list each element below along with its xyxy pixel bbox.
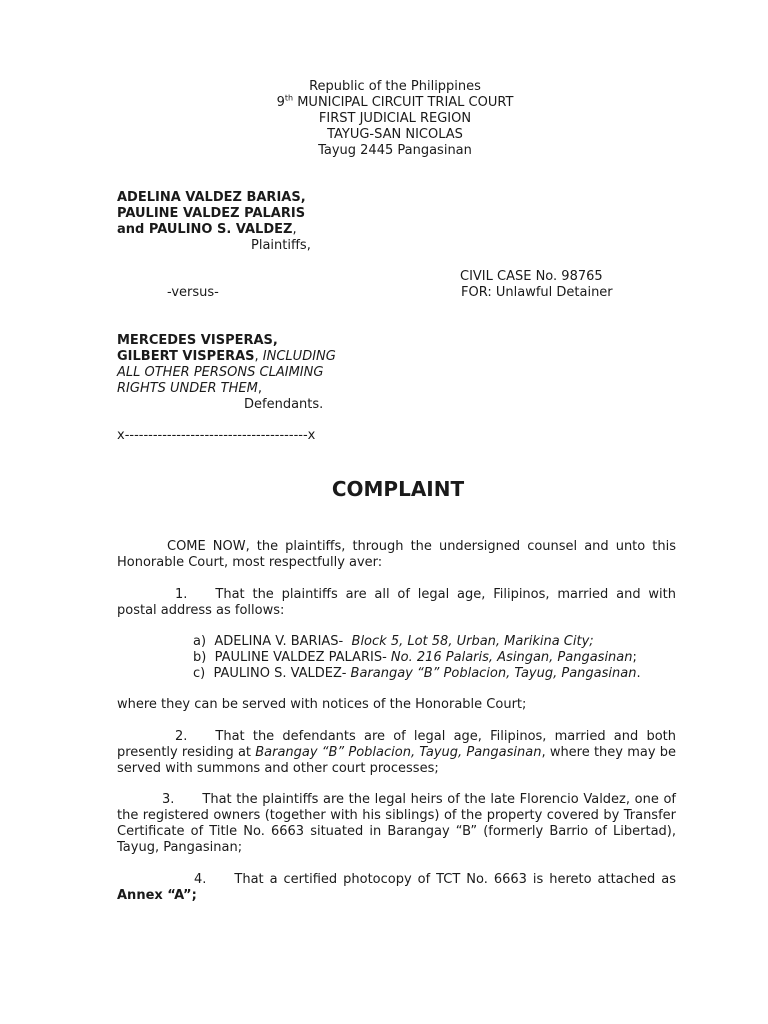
court-header bbox=[0, 79, 768, 159]
header-line-branch: TAYUG-SAN NICOLAS bbox=[327, 127, 463, 142]
paragraph-3-text: That the plaintiffs are the legal heirs of the late Florencio Valdez, one of the registered owners (together with his siblings) of the property covered by Transfer Certificate of Title No. 6663 situated in Barangay “B” (formerly Barrio of Libertad), Tayug, Pangasinan; bbox=[117, 792, 676, 855]
plaintiff-name-1: ADELINA VALDEZ BARIAS, bbox=[117, 190, 306, 205]
plaintiff-name-3-comma: , bbox=[292, 222, 297, 237]
address-tail: . bbox=[636, 666, 641, 681]
paragraph-1-number: 1. bbox=[175, 587, 188, 602]
header-court-name: MUNICIPAL CIRCUIT TRIAL COURT bbox=[293, 95, 514, 110]
address-letter: b) bbox=[193, 650, 207, 665]
paragraph-3-number: 3. bbox=[162, 792, 175, 807]
address-name: ADELINA V. BARIAS- bbox=[214, 634, 344, 649]
header-line-republic: Republic of the Philippines bbox=[309, 79, 481, 94]
address-item-b bbox=[193, 650, 637, 666]
civil-case-number: CIVIL CASE No. 98765 bbox=[460, 269, 603, 284]
intro-lead: COME NOW bbox=[167, 539, 246, 554]
address-name: PAULINO S. VALDEZ- bbox=[213, 666, 347, 681]
served-notice-line: where they can be served with notices of the Honorable Court; bbox=[117, 697, 527, 712]
address-item-c bbox=[193, 666, 641, 682]
defendants-including-3: RIGHTS UNDER THEM bbox=[117, 381, 258, 396]
plaintiff-name-3-line bbox=[117, 222, 297, 238]
defendants-including-1: INCLUDING bbox=[262, 349, 336, 364]
defendant-name-1: MERCEDES VISPERAS, bbox=[117, 333, 278, 348]
address-letter: c) bbox=[193, 666, 206, 681]
paragraph-2-place: Barangay “B” Poblacion, Tayug, Pangasinan bbox=[255, 745, 542, 760]
paragraph-1 bbox=[117, 587, 676, 619]
caption-divider: x---------------------------------------x bbox=[117, 428, 316, 443]
defendant-name-2: GILBERT VISPERAS bbox=[117, 349, 255, 364]
header-line-court bbox=[0, 95, 768, 111]
intro-text: , the plaintiffs, through the undersigned counsel and unto this Honorable Court, most respectfully aver: bbox=[117, 539, 677, 570]
address-item-a bbox=[193, 634, 594, 650]
address-location: Barangay “B” Poblacion, Tayug, Pangasinan bbox=[350, 666, 637, 681]
paragraph-2 bbox=[117, 729, 676, 777]
paragraph-4-text: That a certified photocopy of TCT No. 6663 is hereto attached as bbox=[234, 872, 676, 887]
header-line-address: Tayug 2445 Pangasinan bbox=[318, 143, 472, 158]
paragraph-1-text: That the plaintiffs are all of legal age, Filipinos, married and with postal address as follows: bbox=[117, 587, 676, 618]
paragraph-4-number: 4. bbox=[194, 872, 207, 887]
plaintiff-name-2: PAULINE VALDEZ PALARIS bbox=[117, 206, 306, 221]
address-location: No. 216 Palaris, Asingan, Pangasinan bbox=[390, 650, 633, 665]
defendant-name-2-line bbox=[117, 349, 336, 365]
versus-label: -versus- bbox=[167, 285, 219, 300]
paragraph-4 bbox=[117, 872, 676, 904]
case-nature: FOR: Unlawful Detainer bbox=[461, 285, 613, 300]
header-court-number: 9 bbox=[276, 95, 285, 110]
defendants-including-2: ALL OTHER PERSONS CLAIMING bbox=[117, 365, 324, 380]
address-location: Block 5, Lot 58, Urban, Marikina City; bbox=[351, 634, 594, 649]
plaintiffs-label: Plaintiffs, bbox=[251, 238, 311, 253]
defendants-including-3-line bbox=[117, 381, 262, 397]
address-name: PAULINE VALDEZ PALARIS- bbox=[214, 650, 387, 665]
plaintiff-name-3: and PAULINO S. VALDEZ bbox=[117, 222, 293, 237]
address-tail: ; bbox=[632, 650, 637, 665]
defendants-label: Defendants. bbox=[244, 397, 324, 412]
paragraph-4-annex: Annex “A”; bbox=[117, 888, 197, 903]
defendant-name-2-comma: , bbox=[254, 349, 259, 364]
paragraph-2-text-b: , where they may be served with summons and other court processes; bbox=[117, 745, 676, 776]
address-letter: a) bbox=[193, 634, 207, 649]
defendants-including-3-comma: , bbox=[257, 381, 262, 396]
paragraph-3 bbox=[117, 792, 676, 856]
intro-paragraph bbox=[117, 539, 676, 571]
header-court-ordinal: th bbox=[284, 93, 294, 103]
document-title: COMPLAINT bbox=[331, 477, 465, 501]
paragraph-2-text-a: That the defendants are of legal age, Filipinos, married and both presently residing at bbox=[117, 729, 676, 760]
paragraph-2-number: 2. bbox=[175, 729, 188, 744]
header-line-region: FIRST JUDICIAL REGION bbox=[318, 111, 472, 126]
